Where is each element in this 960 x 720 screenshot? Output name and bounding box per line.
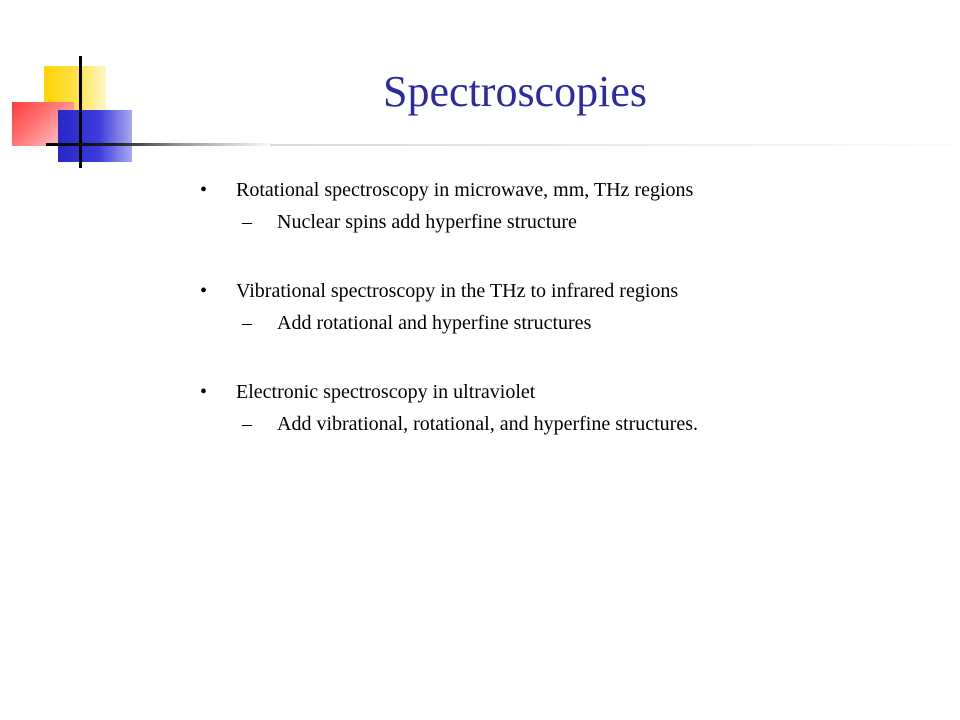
bullet-list bbox=[200, 174, 900, 477]
bullet-item bbox=[200, 275, 900, 339]
bullet-text: Vibrational spectroscopy in the THz to infrared regions bbox=[236, 280, 679, 302]
title-underline-fade bbox=[270, 144, 950, 146]
sub-bullet-marker: – bbox=[242, 312, 252, 334]
sub-bullet-line bbox=[200, 206, 900, 238]
bullet-line bbox=[200, 174, 900, 206]
bullet-item bbox=[200, 174, 900, 238]
logo-vertical-line bbox=[79, 56, 82, 168]
sub-bullet-text: Add rotational and hyperfine structures bbox=[277, 312, 592, 334]
sub-bullet-text: Nuclear spins add hyperfine structure bbox=[277, 211, 577, 233]
bullet-marker: • bbox=[200, 381, 208, 403]
slide-title: Spectroscopies bbox=[383, 67, 647, 116]
sub-bullet-marker: – bbox=[242, 211, 252, 233]
logo-horizontal-line bbox=[46, 143, 276, 146]
sub-bullet-text: Add vibrational, rotational, and hyperfine structures. bbox=[277, 413, 698, 435]
sub-bullet-marker: – bbox=[242, 413, 252, 435]
bullet-line bbox=[200, 275, 900, 307]
bullet-line bbox=[200, 376, 900, 408]
bullet-item bbox=[200, 376, 900, 440]
bullet-marker: • bbox=[200, 280, 208, 302]
bullet-text: Electronic spectroscopy in ultraviolet bbox=[236, 381, 536, 403]
logo-blue-block bbox=[58, 110, 132, 162]
sub-bullet-line bbox=[200, 307, 900, 339]
sub-bullet-line bbox=[200, 408, 900, 440]
bullet-marker: • bbox=[200, 179, 208, 201]
bullet-text: Rotational spectroscopy in microwave, mm, THz regions bbox=[236, 179, 694, 201]
